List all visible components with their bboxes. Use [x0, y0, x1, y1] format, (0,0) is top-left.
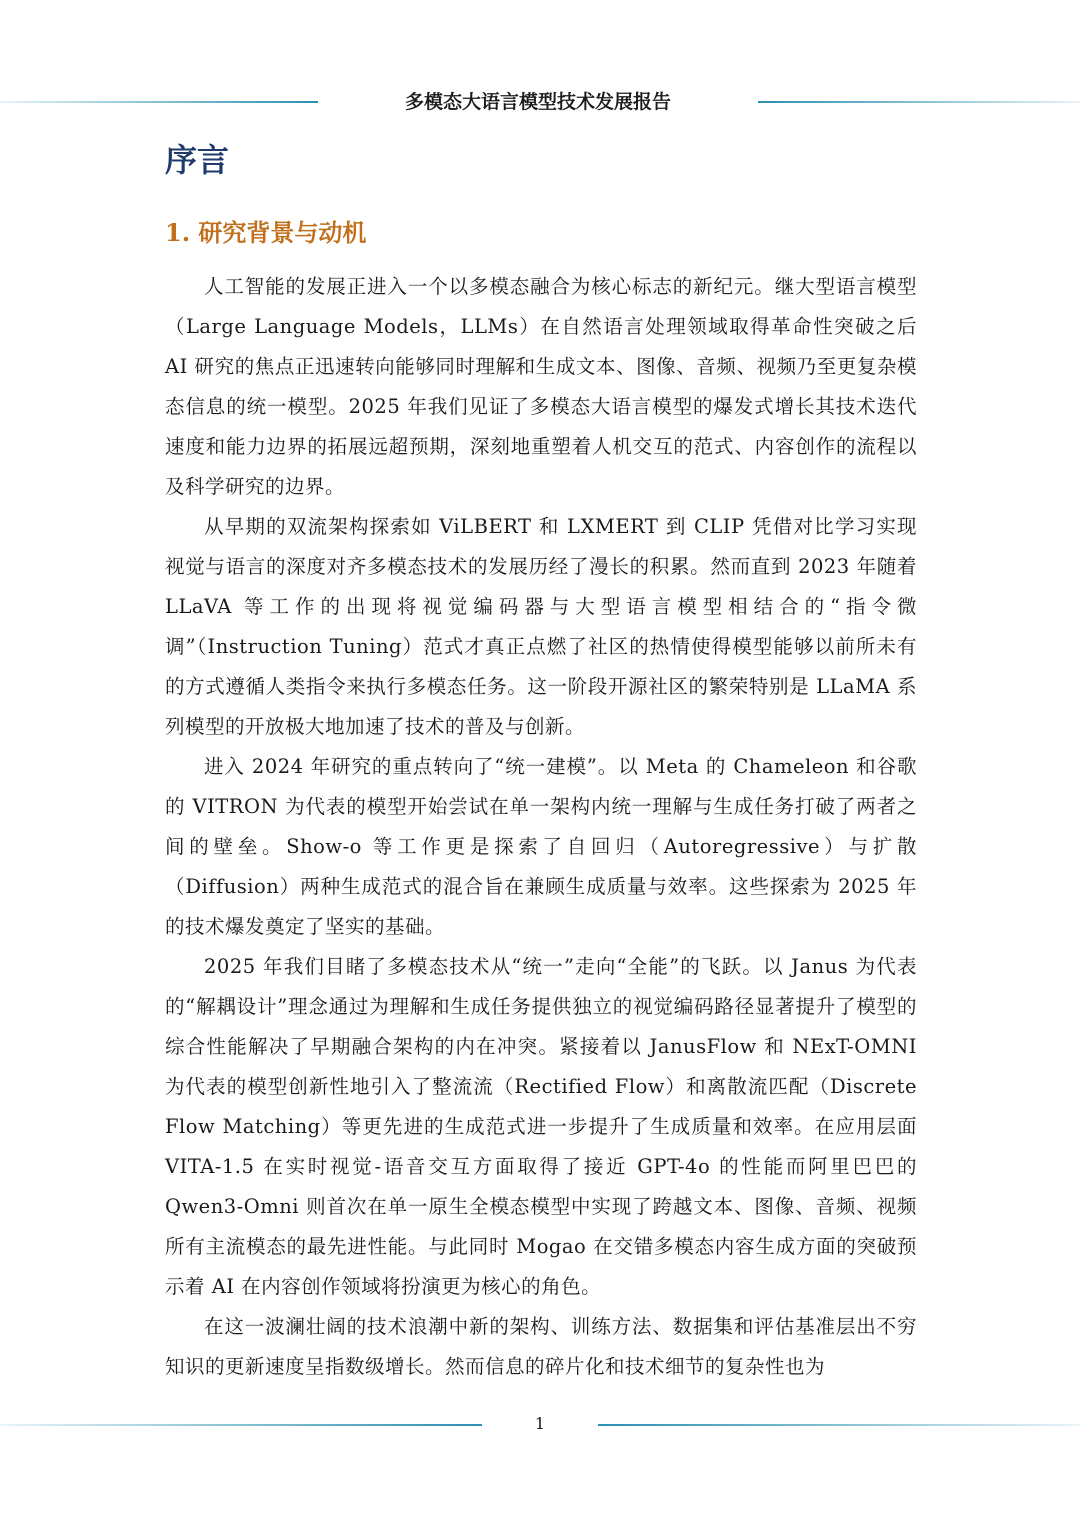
paragraph-2: 从早期的双流架构探索如 ViLBERT 和 LXMERT 到 CLIP 凭借对比学习实现视觉与语言的深度对齐多模态技术的发展历经了漫长的积累。然而直到 2023 年随着 LLaVA 等工作的出现将视觉编码器与大型语言模型相结合的“指令微调”（Instruction Tuning）范式才真正点燃了社区的热情使得模型能够以前所未有的方式遵循人类指令来执行多模态任务。这一阶段开源社区的繁荣特别是 LLaMA 系列模型的开放极大地加速了技术的普及与创新。: [165, 515, 917, 738]
paragraph-5: 在这一波澜壮阔的技术浪潮中新的架构、训练方法、数据集和评估基准层出不穷知识的更新速度呈指数级增长。然而信息的碎片化和技术细节的复杂性也为: [165, 1315, 917, 1378]
paragraph-3: 进入 2024 年研究的重点转向了“统一建模”。以 Meta 的 Chameleon 和谷歌的 VITRON 为代表的模型开始尝试在单一架构内统一理解与生成任务打破了两者之间的壁垒。Show-o 等工作更是探索了自回归（Autoregressive）与扩散（Diffusion）两种生成范式的混合旨在兼顾生成质量与效率。这些探索为 2025 年的技术爆发奠定了坚实的基础。: [165, 755, 917, 938]
paragraph-1: 人工智能的发展正进入一个以多模态融合为核心标志的新纪元。继大型语言模型（Large Language Models，LLMs）在自然语言处理领域取得革命性突破之后 AI 研究的焦点正迅速转向能够同时理解和生成文本、图像、音频、视频乃至更复杂模态信息的统一模型。2025 年我们见证了多模态大语言模型的爆发式增长其技术迭代速度和能力边界的拓展远超预期，深刻地重塑着人机交互的范式、内容创作的流程以及科学研究的边界。: [165, 275, 917, 498]
subsection-title: 1. 研究背景与动机: [165, 218, 367, 247]
header-rule-left: [0, 101, 318, 103]
footer-rule-left: [0, 1424, 482, 1426]
body-text: [165, 267, 917, 1387]
page-number: 1: [534, 1414, 546, 1433]
header-rule-right: [758, 101, 1080, 103]
document-header-title: 多模态大语言模型技术发展报告: [404, 91, 671, 113]
footer-rule-right: [598, 1424, 1080, 1426]
section-title: 序言: [165, 141, 230, 179]
paragraph-4: 2025 年我们目睹了多模态技术从“统一”走向“全能”的飞跃。以 Janus 为代表的“解耦设计”理念通过为理解和生成任务提供独立的视觉编码路径显著提升了模型的综合性能解决了早期融合架构的内在冲突。紧接着以 JanusFlow 和 NExT-OMNI 为代表的模型创新性地引入了整流流（Rectified Flow）和离散流匹配（Discrete Flow Matching）等更先进的生成范式进一步提升了生成质量和效率。在应用层面 VITA-1.5 在实时视觉-语音交互方面取得了接近 GPT-4o 的性能而阿里巴巴的 Qwen3-Omni 则首次在单一原生全模态模型中实现了跨越文本、图像、音频、视频所有主流模态的最先进性能。与此同时 Mogao 在交错多模态内容生成方面的突破预示着 AI 在内容创作领域将扮演更为核心的角色。: [165, 955, 917, 1298]
